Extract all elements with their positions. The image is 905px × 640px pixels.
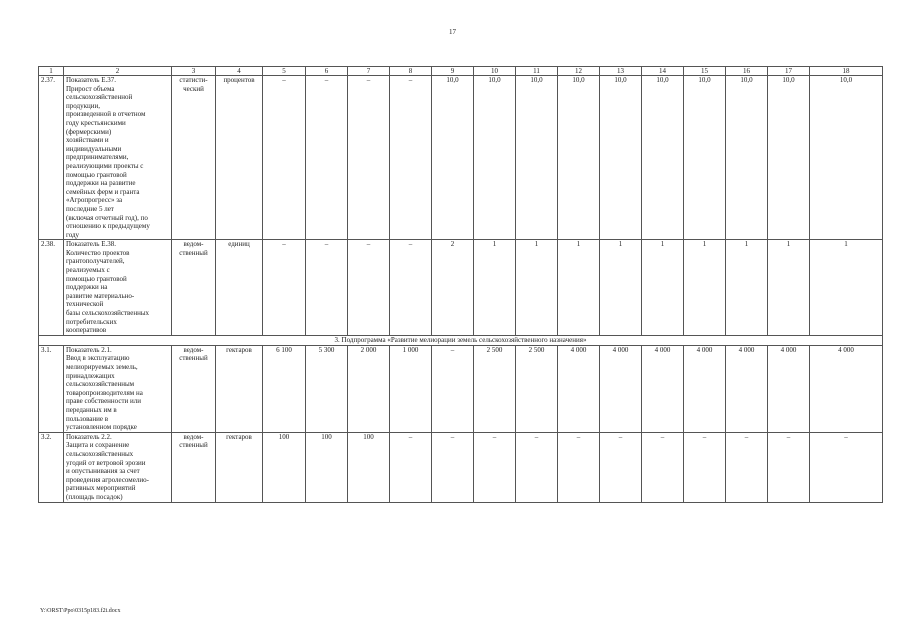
column-number-row (39, 67, 883, 76)
data-source (172, 76, 216, 240)
value-cell: 2 (432, 240, 474, 336)
value-cell: 1 (600, 240, 642, 336)
indicator-name (64, 345, 172, 432)
data-source (172, 432, 216, 502)
value-cell: – (474, 432, 516, 502)
indicator-name-line: семейных ферм и гранта (66, 187, 140, 196)
indicator-name (64, 76, 172, 240)
column-number: 5 (263, 67, 306, 76)
indicator-name-line: проведения агролесомелио- (66, 475, 149, 484)
indicator-name-line: принадлежащих (66, 371, 115, 380)
page-number: 17 (449, 28, 456, 36)
indicator-name-line: и опустынивания за счет (66, 467, 140, 476)
column-number: 9 (432, 67, 474, 76)
column-number: 16 (726, 67, 768, 76)
value-cell: 4 000 (684, 345, 726, 432)
indicator-number: 3.1. (39, 345, 64, 432)
value-cell: 1 (474, 240, 516, 336)
value-cell: – (684, 432, 726, 502)
value-cell: – (390, 432, 432, 502)
indicator-name-line: последние 5 лет (66, 204, 114, 213)
data-source-line: ственный (179, 248, 208, 257)
column-number: 4 (216, 67, 263, 76)
value-cell: 10,0 (642, 76, 684, 240)
value-cell: 4 000 (768, 345, 810, 432)
value-cell: – (390, 76, 432, 240)
value-cell: 1 (642, 240, 684, 336)
value-cell: 10,0 (768, 76, 810, 240)
data-source-line: ственный (179, 354, 208, 363)
value-cell: 1 (684, 240, 726, 336)
indicator-name-line: Показатель Е.38. (66, 240, 117, 249)
indicator-name-line: переданных им в (66, 405, 117, 414)
indicator-name-line: реализующими проекты с (66, 161, 144, 170)
column-number: 10 (474, 67, 516, 76)
indicator-name (64, 432, 172, 502)
indicator-name-line: развитие материально- (66, 291, 135, 300)
column-number: 6 (306, 67, 348, 76)
table-body (39, 67, 883, 503)
indicator-name-line: продукции, (66, 101, 100, 110)
indicator-name-line: (площадь посадок) (66, 492, 123, 501)
value-cell: 4 000 (558, 345, 600, 432)
value-cell: – (348, 76, 390, 240)
column-number: 3 (172, 67, 216, 76)
indicator-name-line: (фермерскими) (66, 127, 112, 136)
data-source (172, 240, 216, 336)
value-cell: – (306, 76, 348, 240)
indicator-name-line: Ввод в эксплуатацию (66, 354, 130, 363)
column-number: 7 (348, 67, 390, 76)
value-cell: – (642, 432, 684, 502)
indicator-name (64, 240, 172, 336)
indicator-name-line: поддержки на (66, 283, 108, 292)
value-cell: – (348, 240, 390, 336)
table-row (39, 345, 883, 432)
value-cell: 10,0 (432, 76, 474, 240)
value-cell: 1 (810, 240, 883, 336)
indicator-name-line: мелиорируемых земель, (66, 363, 138, 371)
data-source-line: ведом- (183, 240, 204, 249)
value-cell: – (726, 432, 768, 502)
value-cell: 10,0 (474, 76, 516, 240)
table-row (39, 76, 883, 240)
value-cell: – (810, 432, 883, 502)
column-number: 13 (600, 67, 642, 76)
column-number: 11 (516, 67, 558, 76)
column-number: 17 (768, 67, 810, 76)
value-cell: 1 (726, 240, 768, 336)
indicator-name-line: году (66, 230, 80, 239)
column-number: 1 (39, 67, 64, 76)
indicator-name-line: потребительских (66, 317, 117, 326)
indicator-name-line: кооперативов (66, 326, 107, 335)
value-cell: 100 (263, 432, 306, 502)
indicator-name-line: грантополучателей, (66, 257, 125, 266)
indicator-name-line: помощью грантовой (66, 274, 127, 283)
indicator-name-line: сельскохозяйственным (66, 380, 135, 389)
indicator-name-line: сельскохозяйственных (66, 449, 134, 458)
indicator-name-line: Показатель 2.2. (66, 432, 112, 441)
value-cell: 1 (768, 240, 810, 336)
value-cell: 10,0 (600, 76, 642, 240)
value-cell: – (263, 240, 306, 336)
value-cell: 4 000 (600, 345, 642, 432)
value-cell: – (516, 432, 558, 502)
value-cell: – (600, 432, 642, 502)
indicator-name-line: Защита и сохранение (66, 441, 130, 450)
value-cell: 4 000 (810, 345, 883, 432)
value-cell: 2 500 (474, 345, 516, 432)
indicator-name-line: отношению к предыдущему (66, 222, 150, 231)
indicator-name-line: сельскохозяйственной (66, 93, 133, 102)
column-number: 8 (390, 67, 432, 76)
indicator-name-line: установленном порядке (66, 423, 137, 432)
indicator-name-line: (включая отчетный год), по (66, 213, 148, 222)
data-source-line: ческий (183, 84, 204, 93)
indicator-name-line: праве собственности или (66, 397, 141, 406)
indicator-name-line: угодий от ветровой эрозии (66, 458, 146, 467)
indicators-table (38, 66, 883, 503)
value-cell: 10,0 (810, 76, 883, 240)
indicator-name-line: базы сельскохозяйственных (66, 309, 150, 318)
section-row (39, 335, 883, 345)
value-cell: 6 100 (263, 345, 306, 432)
indicator-number: 2.38. (39, 240, 64, 336)
data-source (172, 345, 216, 432)
indicator-name-line: хозяйствами и (66, 136, 109, 145)
section-title: 3. Подпрограмма «Развитие мелиорации земель сельскохозяйственного назначения» (39, 335, 883, 345)
indicator-name-line: помощью грантовой (66, 170, 127, 179)
indicator-name-line: «Агропрогресс» за (66, 196, 123, 205)
value-cell: 10,0 (558, 76, 600, 240)
indicator-name-line: произведенной в отчетном (66, 110, 146, 119)
value-cell: – (432, 345, 474, 432)
column-number: 12 (558, 67, 600, 76)
table-row (39, 432, 883, 502)
unit-of-measure: процентов (216, 76, 263, 240)
unit-of-measure: гектаров (216, 345, 263, 432)
value-cell: 100 (348, 432, 390, 502)
value-cell: 4 000 (642, 345, 684, 432)
indicator-name-line: индивидуальными (66, 144, 122, 153)
value-cell: 2 000 (348, 345, 390, 432)
data-source-line: статисти- (179, 76, 208, 84)
value-cell: 1 (516, 240, 558, 336)
table-row (39, 240, 883, 336)
value-cell: – (306, 240, 348, 336)
value-cell: 4 000 (726, 345, 768, 432)
value-cell: 1 (558, 240, 600, 336)
indicator-name-line: поддержки на развитие (66, 179, 136, 188)
value-cell: – (263, 76, 306, 240)
indicator-name-line: Показатель 2.1. (66, 345, 112, 354)
value-cell: – (390, 240, 432, 336)
value-cell: 100 (306, 432, 348, 502)
unit-of-measure: единиц (216, 240, 263, 336)
indicator-name-line: Показатель Е.37. (66, 76, 117, 84)
column-number: 18 (810, 67, 883, 76)
value-cell: 5 300 (306, 345, 348, 432)
indicator-name-line: реализуемых с (66, 266, 110, 275)
indicator-name-line: ративных мероприятий (66, 484, 136, 493)
indicator-name-line: пользование в (66, 414, 109, 423)
data-source-line: ведом- (183, 345, 204, 354)
data-source-line: ственный (179, 441, 208, 450)
indicator-name-line: Прирост объема (66, 84, 115, 93)
file-path: Y:\ORST\Ppo\0315p183.f2i.docx (40, 608, 121, 614)
indicator-name-line: Количество проектов (66, 248, 130, 257)
value-cell: 10,0 (726, 76, 768, 240)
unit-of-measure: гектаров (216, 432, 263, 502)
indicator-number: 3.2. (39, 432, 64, 502)
column-number: 14 (642, 67, 684, 76)
value-cell: 1 000 (390, 345, 432, 432)
column-number: 2 (64, 67, 172, 76)
data-source-line: ведом- (183, 432, 204, 441)
column-number: 15 (684, 67, 726, 76)
indicator-name-line: товаропроизводителям на (66, 388, 143, 397)
indicator-name-line: предпринимателями, (66, 153, 129, 162)
indicator-number: 2.37. (39, 76, 64, 240)
value-cell: – (768, 432, 810, 502)
value-cell: – (558, 432, 600, 502)
value-cell: 10,0 (684, 76, 726, 240)
value-cell: 10,0 (516, 76, 558, 240)
value-cell: – (432, 432, 474, 502)
value-cell: 2 500 (516, 345, 558, 432)
indicator-name-line: году крестьянскими (66, 118, 126, 127)
indicator-name-line: технической (66, 300, 104, 309)
